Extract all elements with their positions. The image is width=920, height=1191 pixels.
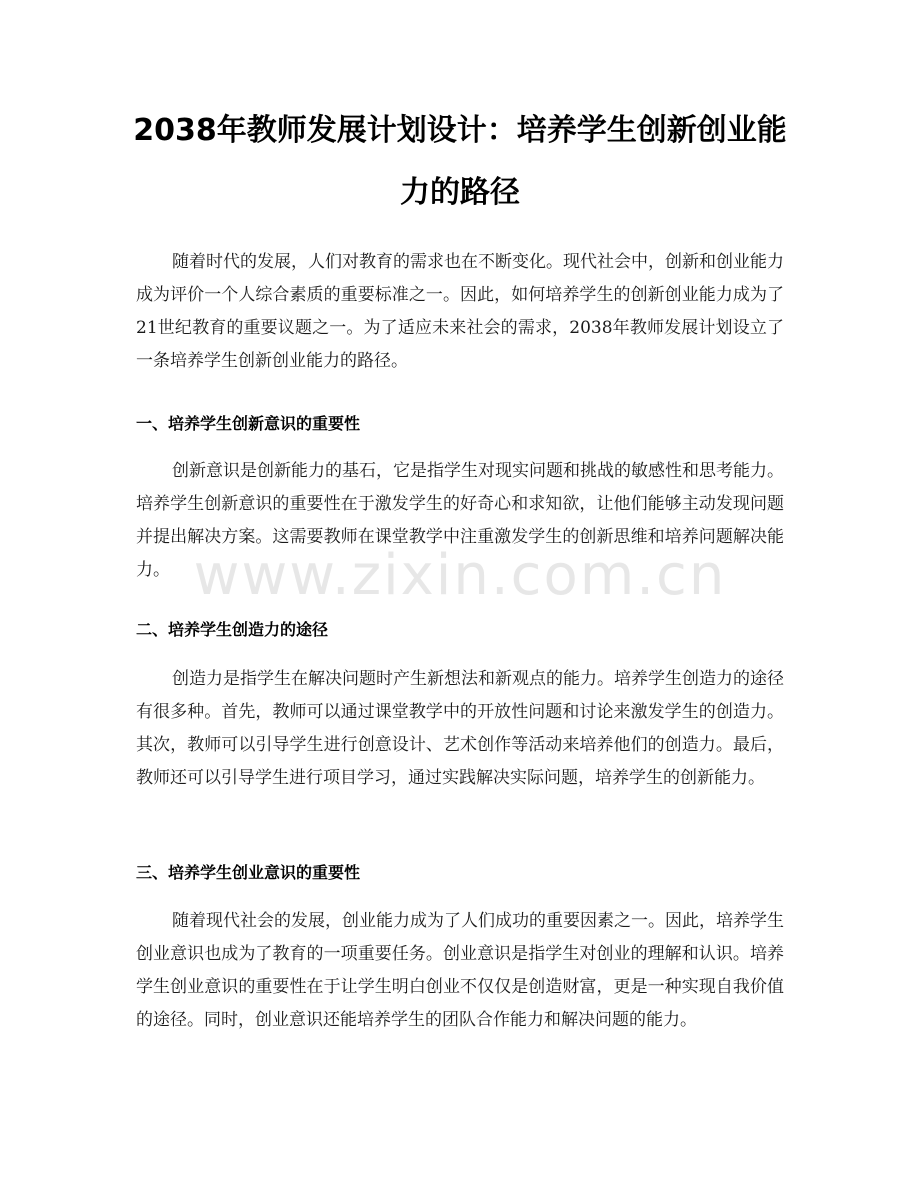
- section-body-2: 创造力是指学生在解决问题时产生新想法和新观点的能力。培养学生创造力的途径有很多种。首先，教师可以通过课堂教学中的开放性问题和讨论来激发学生的创造力。其次，教师可以引导学生进行创意设计、艺术创作等活动来培养他们的创造力。最后，教师还可以引导学生进行项目学习，通过实践解决实际问题，培养学生的创新能力。: [136, 669, 784, 788]
- section-heading-3: 三、培养学生创业意识的重要性: [136, 863, 361, 882]
- watermark: www.zixin.com.cn: [193, 543, 727, 608]
- section-body-3: 随着现代社会的发展，创业能力成为了人们成功的重要因素之一。因此，培养学生创业意识也成为了教育的一项重要任务。创业意识是指学生对创业的理解和认识。培养学生创业意识的重要性在于让学生明白创业不仅仅是创造财富，更是一种实现自我价值的途径。同时，创业意识还能培养学生的团队合作能力和解决问题的能力。: [136, 911, 784, 1030]
- section-heading-1: 一、培养学生创新意识的重要性: [136, 414, 361, 433]
- section-heading-2: 二、培养学生创造力的途径: [136, 620, 329, 639]
- section-body-1: 创新意识是创新能力的基石，它是指学生对现实问题和挑战的敏感性和思考能力。培养学生创新意识的重要性在于激发学生的好奇心和求知欲，让他们能够主动发现问题并提出解决方案。这需要教师在课堂教学中注重激发学生的创新思维和培养问题解决能力。: [136, 461, 784, 580]
- document-title: 2038年教师发展计划设计：培养学生创新创业能力的路径: [133, 113, 787, 210]
- intro-paragraph: 随着时代的发展，人们对教育的需求也在不断变化。现代社会中，创新和创业能力成为评价一个人综合素质的重要标准之一。因此，如何培养学生的创新创业能力成为了21世纪教育的重要议题之一。为了适应未来社会的需求，2038年教师发展计划设立了一条培养学生创新创业能力的路径。: [136, 252, 784, 371]
